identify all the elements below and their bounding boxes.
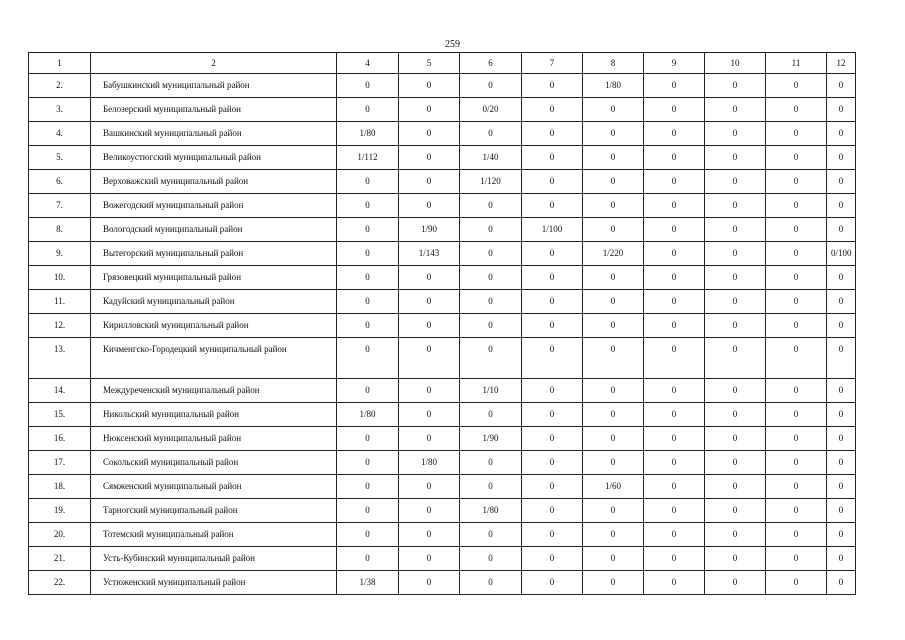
district-name: Тарногский муниципальный район <box>91 499 337 523</box>
value-cell: 0 <box>583 523 644 547</box>
table-row <box>29 499 856 523</box>
value-cell: 0 <box>583 403 644 427</box>
value-cell: 0 <box>766 499 827 523</box>
table-row <box>29 122 856 146</box>
value-cell: 0 <box>522 266 583 290</box>
table-row <box>29 242 856 266</box>
column-header: 6 <box>460 53 522 74</box>
value-cell: 0 <box>399 98 460 122</box>
value-cell: 0 <box>522 571 583 595</box>
value-cell: 0 <box>705 427 766 451</box>
value-cell: 0 <box>827 338 856 379</box>
value-cell: 0 <box>522 146 583 170</box>
value-cell: 0 <box>644 571 705 595</box>
value-cell: 0 <box>766 403 827 427</box>
row-number: 19. <box>29 499 91 523</box>
value-cell: 0 <box>766 74 827 98</box>
column-header: 4 <box>337 53 399 74</box>
value-cell: 0 <box>522 451 583 475</box>
value-cell: 0 <box>827 170 856 194</box>
value-cell: 0 <box>705 266 766 290</box>
value-cell: 0 <box>399 338 460 379</box>
value-cell: 0 <box>644 290 705 314</box>
value-cell: 0 <box>460 314 522 338</box>
value-cell: 0 <box>766 571 827 595</box>
district-name: Кадуйский муниципальный район <box>91 290 337 314</box>
value-cell: 0 <box>522 170 583 194</box>
value-cell: 1/60 <box>583 475 644 499</box>
value-cell: 0 <box>337 499 399 523</box>
value-cell: 0 <box>827 451 856 475</box>
value-cell: 0 <box>766 98 827 122</box>
value-cell: 0 <box>399 547 460 571</box>
value-cell: 0 <box>705 242 766 266</box>
value-cell: 0 <box>522 379 583 403</box>
value-cell: 1/80 <box>337 403 399 427</box>
value-cell: 0 <box>827 98 856 122</box>
value-cell: 0 <box>766 146 827 170</box>
value-cell: 0 <box>399 571 460 595</box>
district-name: Кирилловский муниципальный район <box>91 314 337 338</box>
district-name: Белозерский муниципальный район <box>91 98 337 122</box>
value-cell: 0 <box>522 242 583 266</box>
value-cell: 0 <box>827 403 856 427</box>
value-cell: 0 <box>766 427 827 451</box>
value-cell: 0 <box>583 571 644 595</box>
table-row <box>29 547 856 571</box>
table-row <box>29 98 856 122</box>
value-cell: 0 <box>827 571 856 595</box>
row-number: 3. <box>29 98 91 122</box>
value-cell: 0 <box>337 314 399 338</box>
value-cell: 0 <box>644 170 705 194</box>
district-name: Великоустюгский муниципальный район <box>91 146 337 170</box>
table-row <box>29 475 856 499</box>
district-name: Сокольский муниципальный район <box>91 451 337 475</box>
value-cell: 0 <box>827 218 856 242</box>
value-cell: 0 <box>583 547 644 571</box>
value-cell: 0 <box>827 379 856 403</box>
table-row <box>29 523 856 547</box>
value-cell: 0 <box>644 547 705 571</box>
district-name: Междуреченский муниципальный район <box>91 379 337 403</box>
value-cell: 0 <box>460 122 522 146</box>
table-row <box>29 290 856 314</box>
value-cell: 1/90 <box>460 427 522 451</box>
value-cell: 1/80 <box>460 499 522 523</box>
value-cell: 0 <box>705 547 766 571</box>
value-cell: 1/80 <box>583 74 644 98</box>
column-header: 8 <box>583 53 644 74</box>
row-number: 7. <box>29 194 91 218</box>
value-cell: 0 <box>705 218 766 242</box>
value-cell: 0 <box>460 475 522 499</box>
value-cell: 0 <box>337 427 399 451</box>
value-cell: 0 <box>583 146 644 170</box>
value-cell: 1/220 <box>583 242 644 266</box>
value-cell: 0 <box>460 338 522 379</box>
value-cell: 0 <box>399 403 460 427</box>
value-cell: 0 <box>583 314 644 338</box>
column-header: 12 <box>827 53 856 74</box>
value-cell: 0 <box>522 338 583 379</box>
row-number: 9. <box>29 242 91 266</box>
value-cell: 0 <box>766 122 827 146</box>
value-cell: 0 <box>644 451 705 475</box>
table-row <box>29 146 856 170</box>
district-name: Тотемский муниципальный район <box>91 523 337 547</box>
value-cell: 0 <box>644 338 705 379</box>
value-cell: 0 <box>399 146 460 170</box>
value-cell: 0 <box>644 523 705 547</box>
district-name: Усть-Кубинский муниципальный район <box>91 547 337 571</box>
district-name: Вашкинский муниципальный район <box>91 122 337 146</box>
value-cell: 0 <box>766 242 827 266</box>
row-number: 20. <box>29 523 91 547</box>
row-number: 13. <box>29 338 91 379</box>
value-cell: 0 <box>644 314 705 338</box>
value-cell: 0 <box>644 475 705 499</box>
column-header: 7 <box>522 53 583 74</box>
district-name: Устюженский муниципальный район <box>91 571 337 595</box>
value-cell: 0 <box>705 499 766 523</box>
value-cell: 0 <box>522 427 583 451</box>
table-row <box>29 379 856 403</box>
row-number: 18. <box>29 475 91 499</box>
value-cell: 0 <box>522 98 583 122</box>
value-cell: 0 <box>705 98 766 122</box>
value-cell: 0 <box>705 74 766 98</box>
value-cell: 0 <box>337 170 399 194</box>
value-cell: 0 <box>644 74 705 98</box>
value-cell: 0 <box>399 266 460 290</box>
value-cell: 0 <box>460 266 522 290</box>
value-cell: 0 <box>827 146 856 170</box>
table-row <box>29 314 856 338</box>
value-cell: 0 <box>460 523 522 547</box>
value-cell: 1/100 <box>522 218 583 242</box>
table-row <box>29 218 856 242</box>
value-cell: 0 <box>460 218 522 242</box>
value-cell: 0 <box>337 194 399 218</box>
value-cell: 0 <box>705 571 766 595</box>
district-name: Кичменгско-Городецкий муниципальный район <box>91 338 337 379</box>
district-name: Вологодский муниципальный район <box>91 218 337 242</box>
column-header: 5 <box>399 53 460 74</box>
value-cell: 0 <box>337 547 399 571</box>
value-cell: 0 <box>583 290 644 314</box>
row-number: 21. <box>29 547 91 571</box>
value-cell: 0 <box>583 338 644 379</box>
page-number: 259 <box>445 39 460 50</box>
district-name: Вожегодский муниципальный район <box>91 194 337 218</box>
value-cell: 0 <box>337 266 399 290</box>
value-cell: 0/20 <box>460 98 522 122</box>
value-cell: 0 <box>522 523 583 547</box>
value-cell: 0 <box>399 499 460 523</box>
value-cell: 0 <box>337 523 399 547</box>
value-cell: 0 <box>705 475 766 499</box>
column-header: 1 <box>29 53 91 74</box>
table-row <box>29 194 856 218</box>
table-body <box>29 53 856 595</box>
row-number: 2. <box>29 74 91 98</box>
value-cell: 0 <box>766 314 827 338</box>
value-cell: 0 <box>644 218 705 242</box>
value-cell: 0 <box>522 547 583 571</box>
value-cell: 0 <box>399 122 460 146</box>
value-cell: 0 <box>827 290 856 314</box>
table-row <box>29 338 856 379</box>
value-cell: 0 <box>827 523 856 547</box>
value-cell: 0 <box>705 314 766 338</box>
value-cell: 0 <box>583 266 644 290</box>
row-number: 17. <box>29 451 91 475</box>
value-cell: 0 <box>705 122 766 146</box>
value-cell: 0 <box>827 74 856 98</box>
value-cell: 0 <box>766 266 827 290</box>
table-row <box>29 266 856 290</box>
district-name: Сямженский муниципальный район <box>91 475 337 499</box>
value-cell: 0 <box>705 338 766 379</box>
value-cell: 0 <box>522 194 583 218</box>
value-cell: 0 <box>399 290 460 314</box>
value-cell: 0 <box>644 427 705 451</box>
column-header: 2 <box>91 53 337 74</box>
value-cell: 0 <box>583 218 644 242</box>
value-cell: 0 <box>399 314 460 338</box>
value-cell: 0 <box>766 451 827 475</box>
value-cell: 0 <box>644 194 705 218</box>
value-cell: 1/90 <box>399 218 460 242</box>
value-cell: 1/120 <box>460 170 522 194</box>
value-cell: 0 <box>399 194 460 218</box>
column-header: 10 <box>705 53 766 74</box>
district-name: Грязовецкий муниципальный район <box>91 266 337 290</box>
value-cell: 0 <box>705 451 766 475</box>
district-name: Нюксенский муниципальный район <box>91 427 337 451</box>
value-cell: 0 <box>399 523 460 547</box>
value-cell: 1/80 <box>399 451 460 475</box>
value-cell: 0 <box>766 290 827 314</box>
table-row <box>29 451 856 475</box>
value-cell: 0 <box>827 547 856 571</box>
value-cell: 0 <box>644 146 705 170</box>
value-cell: 0 <box>827 499 856 523</box>
value-cell: 0 <box>522 475 583 499</box>
value-cell: 1/143 <box>399 242 460 266</box>
value-cell: 0 <box>460 242 522 266</box>
table-row <box>29 74 856 98</box>
value-cell: 0 <box>644 242 705 266</box>
row-number: 6. <box>29 170 91 194</box>
district-name: Бабушкинский муниципальный район <box>91 74 337 98</box>
district-name: Никольский муниципальный район <box>91 403 337 427</box>
value-cell: 0 <box>337 451 399 475</box>
value-cell: 0 <box>460 547 522 571</box>
table-row <box>29 170 856 194</box>
value-cell: 0 <box>705 170 766 194</box>
value-cell: 0 <box>583 427 644 451</box>
column-header: 11 <box>766 53 827 74</box>
value-cell: 0 <box>705 290 766 314</box>
value-cell: 0 <box>522 290 583 314</box>
value-cell: 0 <box>827 266 856 290</box>
value-cell: 0 <box>766 170 827 194</box>
value-cell: 0 <box>460 451 522 475</box>
value-cell: 0 <box>827 122 856 146</box>
value-cell: 1/112 <box>337 146 399 170</box>
value-cell: 0 <box>399 74 460 98</box>
value-cell: 0 <box>705 403 766 427</box>
value-cell: 0 <box>766 475 827 499</box>
value-cell: 1/40 <box>460 146 522 170</box>
value-cell: 0 <box>583 379 644 403</box>
value-cell: 0 <box>460 194 522 218</box>
value-cell: 0 <box>644 122 705 146</box>
value-cell: 0 <box>705 146 766 170</box>
value-cell: 0 <box>522 314 583 338</box>
table-row <box>29 427 856 451</box>
value-cell: 0 <box>583 122 644 146</box>
value-cell: 0 <box>337 74 399 98</box>
value-cell: 0 <box>522 499 583 523</box>
value-cell: 0 <box>337 338 399 379</box>
row-number: 16. <box>29 427 91 451</box>
value-cell: 0 <box>399 379 460 403</box>
value-cell: 0 <box>337 475 399 499</box>
value-cell: 0 <box>460 403 522 427</box>
district-name: Верховажский муниципальный район <box>91 170 337 194</box>
row-number: 15. <box>29 403 91 427</box>
value-cell: 0 <box>827 427 856 451</box>
row-number: 22. <box>29 571 91 595</box>
value-cell: 0 <box>705 194 766 218</box>
row-number: 8. <box>29 218 91 242</box>
value-cell: 0 <box>399 427 460 451</box>
row-number: 11. <box>29 290 91 314</box>
value-cell: 0 <box>644 499 705 523</box>
value-cell: 0 <box>827 475 856 499</box>
value-cell: 0 <box>766 194 827 218</box>
value-cell: 0 <box>766 379 827 403</box>
value-cell: 1/80 <box>337 122 399 146</box>
value-cell: 0 <box>460 571 522 595</box>
value-cell: 0 <box>583 98 644 122</box>
value-cell: 0 <box>583 499 644 523</box>
row-number: 12. <box>29 314 91 338</box>
value-cell: 0 <box>644 403 705 427</box>
value-cell: 0 <box>337 242 399 266</box>
row-number: 5. <box>29 146 91 170</box>
value-cell: 0 <box>522 74 583 98</box>
value-cell: 0 <box>583 194 644 218</box>
value-cell: 0 <box>644 379 705 403</box>
district-table <box>28 52 856 595</box>
value-cell: 0 <box>766 338 827 379</box>
value-cell: 0 <box>522 403 583 427</box>
value-cell: 0 <box>399 170 460 194</box>
value-cell: 0 <box>399 475 460 499</box>
value-cell: 0 <box>705 379 766 403</box>
value-cell: 0 <box>583 170 644 194</box>
value-cell: 1/10 <box>460 379 522 403</box>
row-number: 14. <box>29 379 91 403</box>
value-cell: 0 <box>337 218 399 242</box>
table-header-row <box>29 53 856 74</box>
value-cell: 0 <box>766 523 827 547</box>
value-cell: 1/38 <box>337 571 399 595</box>
value-cell: 0 <box>644 98 705 122</box>
value-cell: 0 <box>766 547 827 571</box>
value-cell: 0 <box>705 523 766 547</box>
table-row <box>29 571 856 595</box>
value-cell: 0 <box>460 290 522 314</box>
row-number: 4. <box>29 122 91 146</box>
table-row <box>29 403 856 427</box>
value-cell: 0 <box>522 122 583 146</box>
value-cell: 0 <box>583 451 644 475</box>
value-cell: 0 <box>644 266 705 290</box>
row-number: 10. <box>29 266 91 290</box>
value-cell: 0 <box>766 218 827 242</box>
district-name: Вытегорский муниципальный район <box>91 242 337 266</box>
value-cell: 0 <box>827 314 856 338</box>
value-cell: 0 <box>827 194 856 218</box>
value-cell: 0/100 <box>827 242 856 266</box>
value-cell: 0 <box>337 290 399 314</box>
value-cell: 0 <box>460 74 522 98</box>
column-header: 9 <box>644 53 705 74</box>
value-cell: 0 <box>337 379 399 403</box>
value-cell: 0 <box>337 98 399 122</box>
